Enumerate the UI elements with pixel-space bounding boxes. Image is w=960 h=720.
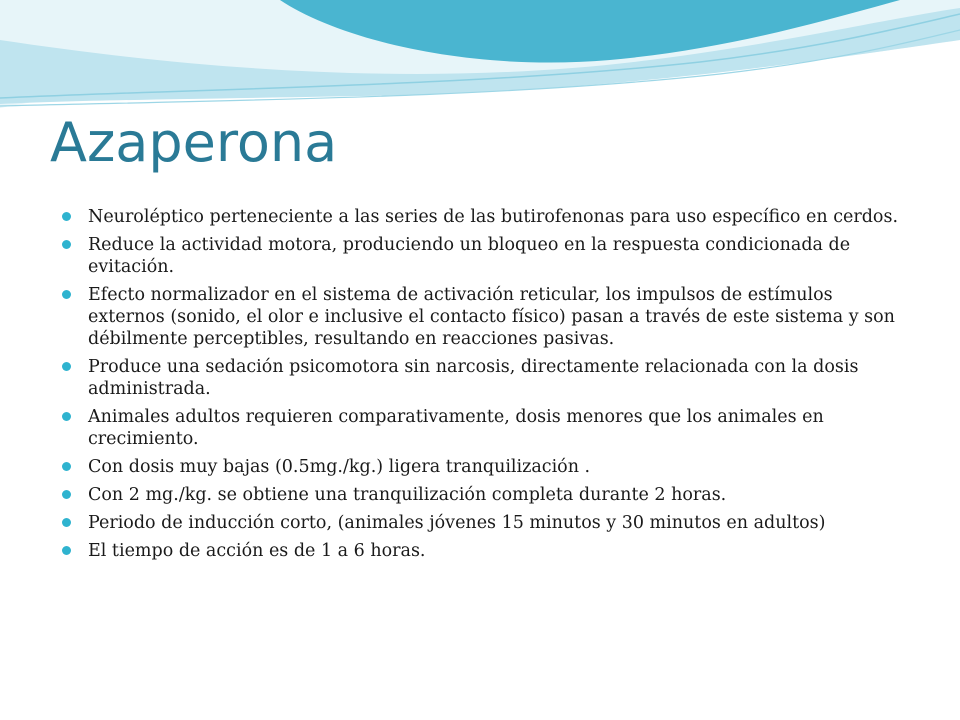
slide-title: Azaperona bbox=[50, 111, 338, 174]
bullet-dot-icon bbox=[62, 212, 71, 221]
bullet-text: Reduce la actividad motora, produciendo un bloqueo en la respuesta condicionada de evitación. bbox=[88, 235, 851, 277]
bullet-dot-icon bbox=[62, 412, 71, 421]
bullet-text: El tiempo de acción es de 1 a 6 horas. bbox=[88, 541, 426, 561]
bullet-dot-icon bbox=[62, 290, 71, 299]
bullet-item bbox=[60, 234, 910, 278]
bullet-item bbox=[60, 484, 910, 506]
bullet-text: Neuroléptico perteneciente a las series de las butirofenonas para uso específico en cerdos. bbox=[88, 207, 899, 227]
bullet-dot-icon bbox=[62, 490, 71, 499]
bullet-item bbox=[60, 356, 910, 400]
bullet-dot-icon bbox=[62, 546, 71, 555]
bullet-text: Efecto normalizador en el sistema de activación reticular, los impulsos de estímulos externos (sonido, el olor e inclusive el contacto físico) pasan a través de este sistema y son débilmente perceptibles, resultando en reacciones pasivas. bbox=[88, 285, 895, 349]
bullet-item bbox=[60, 406, 910, 450]
bullet-item bbox=[60, 284, 910, 350]
bullet-text: Con 2 mg./kg. se obtiene una tranquilización completa durante 2 horas. bbox=[88, 485, 727, 505]
bullet-item bbox=[60, 540, 910, 562]
bullet-item bbox=[60, 512, 910, 534]
bullet-dot-icon bbox=[62, 362, 71, 371]
bullet-dot-icon bbox=[62, 518, 71, 527]
bullet-item bbox=[60, 206, 910, 228]
bullet-item bbox=[60, 456, 910, 478]
bullet-text: Con dosis muy bajas (0.5mg./kg.) ligera tranquilización . bbox=[88, 457, 591, 477]
bullet-dot-icon bbox=[62, 462, 71, 471]
bullet-text: Animales adultos requieren comparativamente, dosis menores que los animales en crecimiento. bbox=[88, 407, 824, 449]
bullet-list bbox=[60, 206, 910, 568]
bullet-text: Produce una sedación psicomotora sin narcosis, directamente relacionada con la dosis administrada. bbox=[88, 357, 859, 399]
bullet-dot-icon bbox=[62, 240, 71, 249]
bullet-text: Periodo de inducción corto, (animales jóvenes 15 minutos y 30 minutos en adultos) bbox=[88, 513, 826, 533]
